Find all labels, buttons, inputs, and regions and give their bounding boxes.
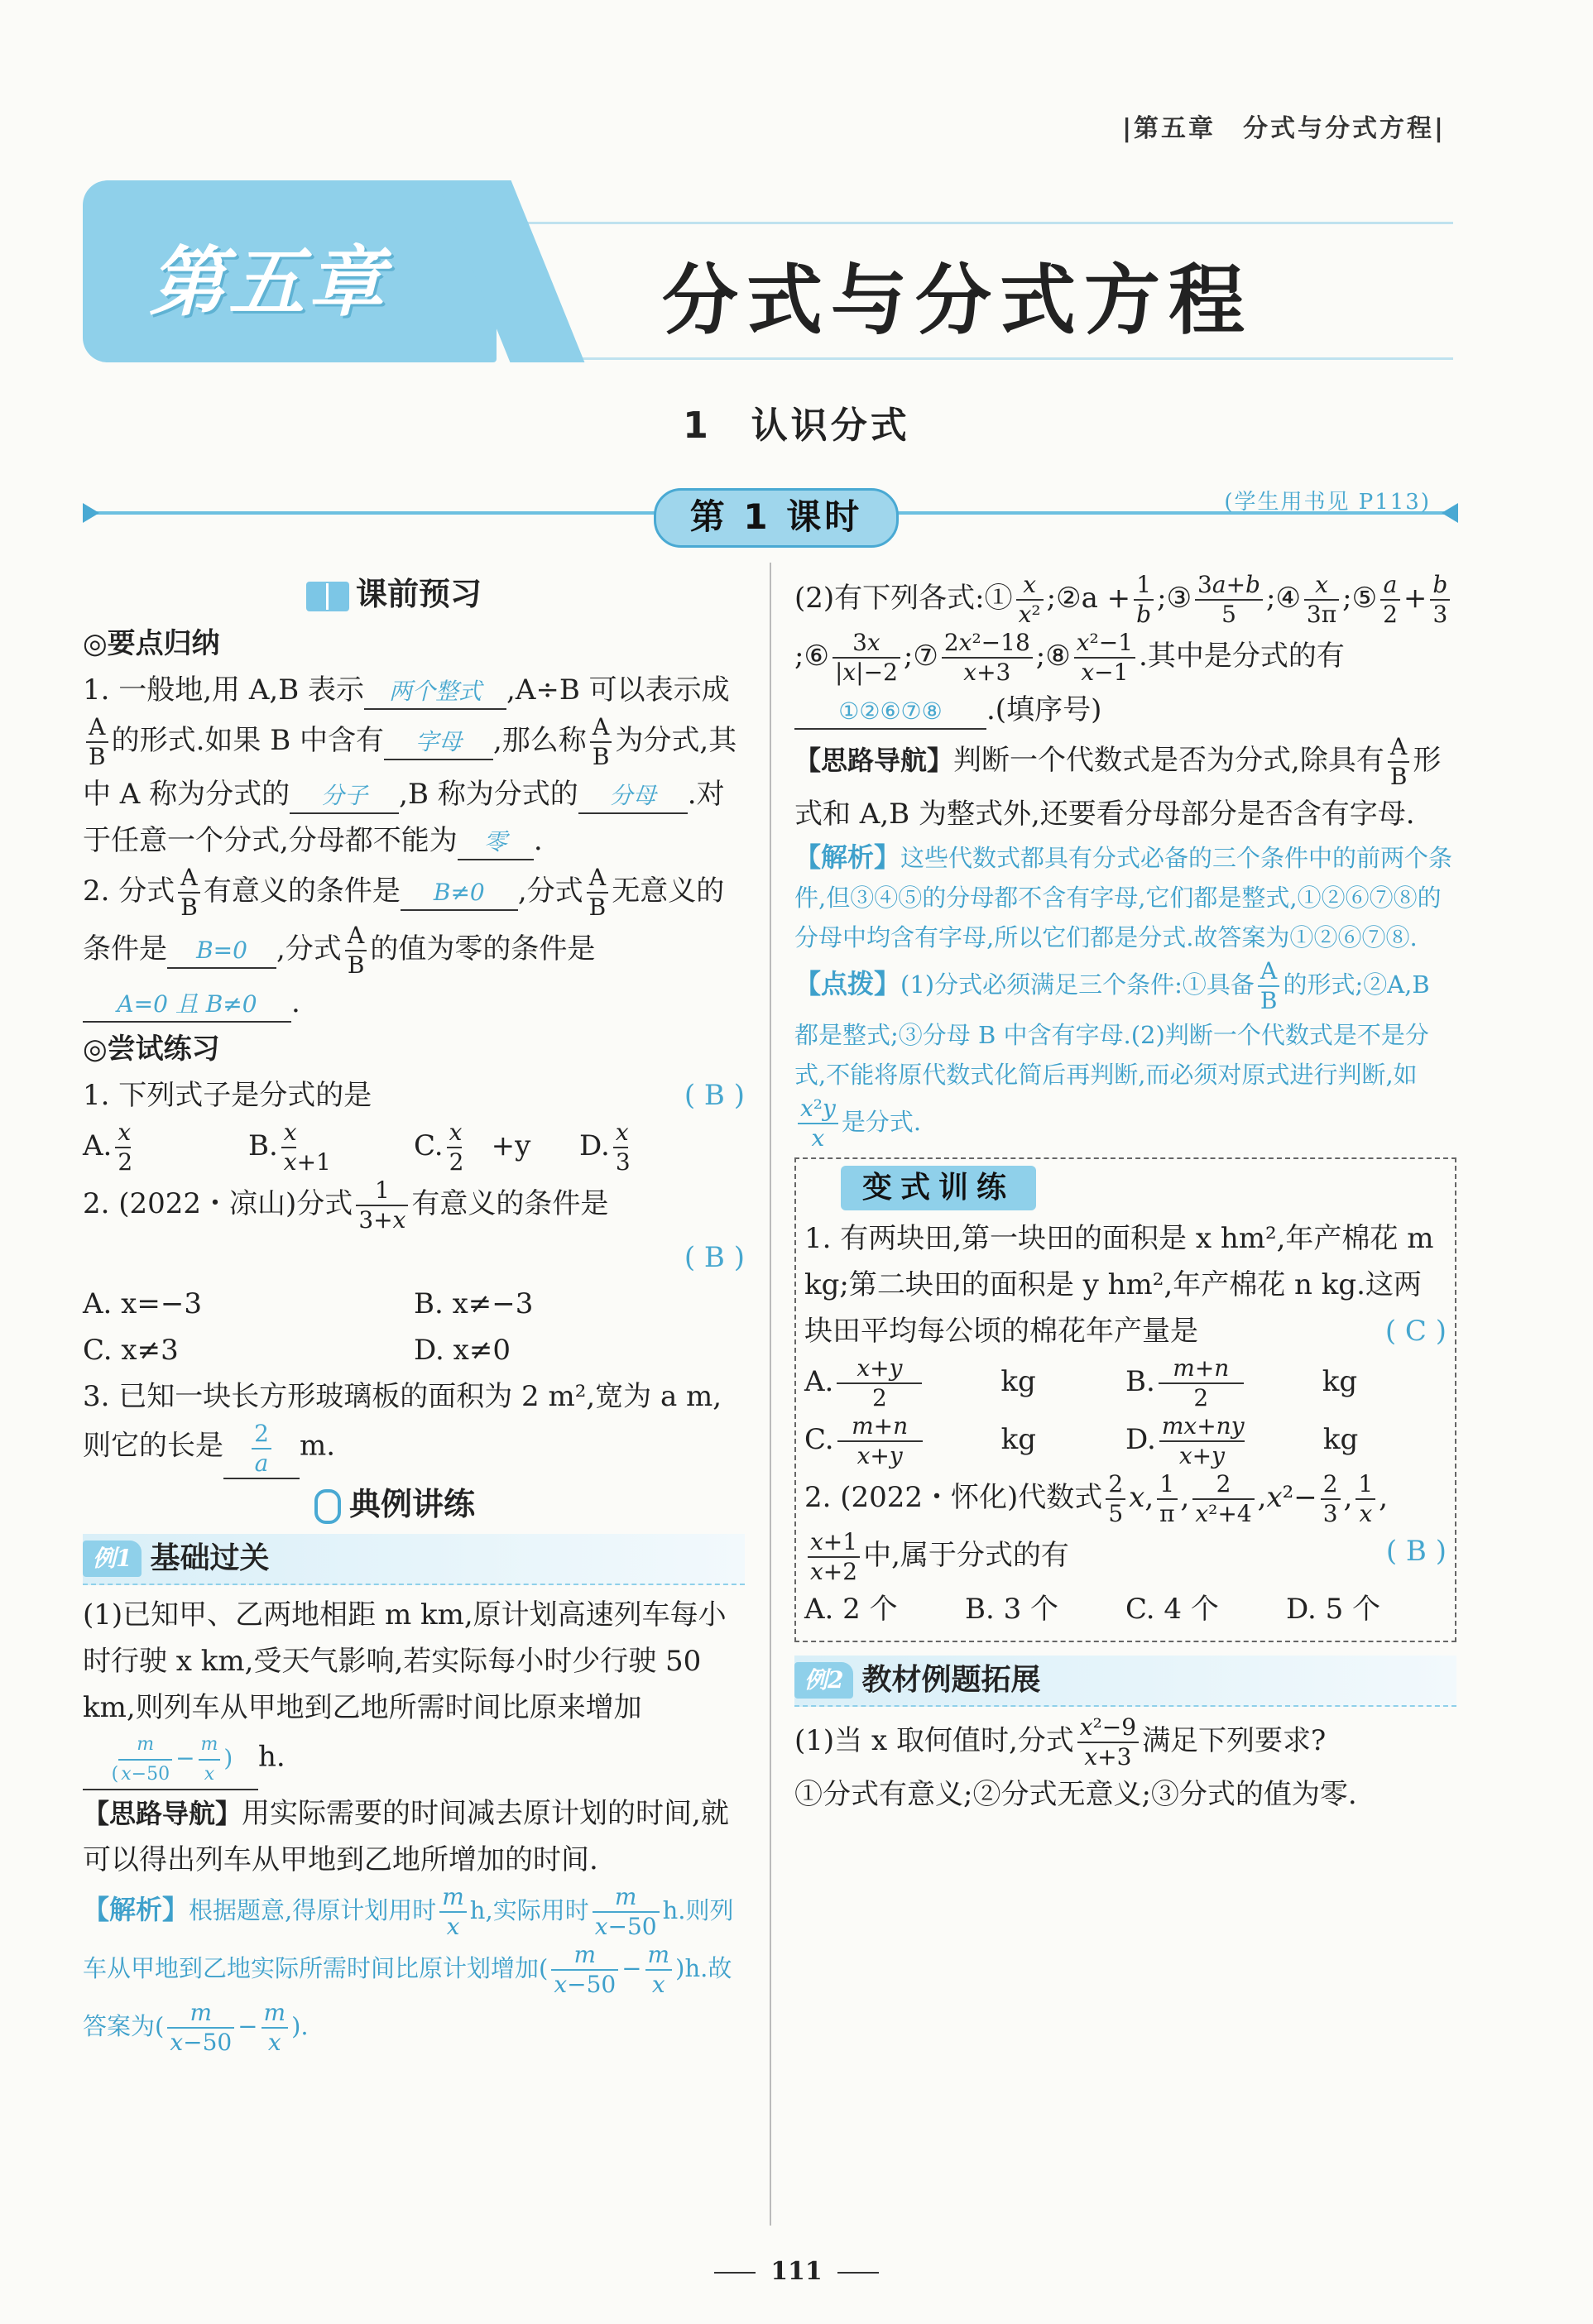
variant-training-box: [794, 1157, 1456, 1642]
page-number: 111: [0, 2257, 1593, 2286]
example-title: 基础过关: [150, 1541, 270, 1575]
arrow-right-icon: [1442, 503, 1458, 523]
variant-heading: 变式训练: [841, 1166, 1036, 1210]
lesson-label: 第 1 课时: [654, 488, 899, 548]
answer: ( C ): [1384, 1315, 1447, 1348]
answer: ( B ): [684, 1241, 745, 1274]
example-1-analysis: 【解析】根据题意,得原计划用时 $\frac{m}{x}$ h,实际用时 $\frac{m}{x-50}$ h.则列车从甲地到乙地实际所需时间比原计划增加( $\frac{m}{x-50}$ − $\frac{m}{x}$ )h.故答案为( $\frac{m}{x-50}$ − $\frac{m}{x}$ ).: [83, 1883, 734, 2056]
variant-q2: 2. (2022・怀化)代数式 $\frac{2}{5}$ x, $\frac{1}{\pi}$ , $\frac{2}{\text{x²+4}}$ ,x²− $\frac{2}{3}$ , $\frac{1}{x}$ , $\frac{x+1}{x+2}$ 中,属于分式的有 ( B ): [804, 1470, 1447, 1585]
example-title: 教材例题拓展: [861, 1663, 1041, 1697]
section-title: 1 认识分式: [683, 405, 910, 447]
example-tag: 例1: [83, 1541, 142, 1577]
key-points-heading: ◎要点归纳: [83, 627, 220, 660]
blank: 字母: [384, 726, 493, 760]
right-analysis: 【解析】这些代数式都具有分式必备的三个条件中的前两个条件,但③④⑤的分母都不含有字母,它们都是整式,①②⑥⑦⑧的分母中均含有字母,所以它们都是分式.故答案为①②⑥⑦⑧.: [794, 841, 1453, 951]
blank: A=0 且 B≠0: [83, 988, 291, 1023]
key-point-1: 1. 一般地,用 A,B 表示 两个整式 ,A÷B 可以表示成 $\frac{A}{B}$ 的形式.如果 B 中含有 字母 ,那么称 $\frac{A}{B}$ 为分式,其中 A 称为分式的 分子 ,B 称为分式的 分母 .对于任意一个分式,分母都不能为 零 .: [83, 667, 745, 864]
right-tip: 【点拨】(1)分式必须满足三个条件:①具备 $\frac{A}{B}$ 的形式;②A,B 都是整式;③分母 B 中含有字母.(2)判断一个代数式是不是分式,不能将原代数式化简后再判断,而必须对原式进行判断,如 $\frac{\text{x²y}}{x}$ 是分式.: [794, 957, 1430, 1152]
blank: 两个整式: [364, 675, 506, 710]
example-heading: 典例讲练: [83, 1481, 745, 1527]
chapter-title: 分式与分式方程: [662, 256, 1254, 345]
column-divider: [770, 563, 771, 2226]
blank: 分子: [290, 779, 399, 814]
variant-q2-options: A. 2 个 B. 3 个 C. 4 个 D. 5 个: [804, 1593, 1381, 1626]
blank: 分母: [578, 779, 688, 814]
book-icon: [306, 582, 349, 611]
answer: ( B ): [684, 1079, 745, 1112]
practice-q2-options: A. x=−3 B. x≠−3 C. x≠3 D. x≠0: [83, 1287, 534, 1367]
blank: 零: [458, 826, 534, 860]
right-guide: 【思路导航】判断一个代数式是否为分式,除具有 $\frac{A}{B}$ 形式和 A,B 为整式外,还要看分母部分是否含有字母.: [794, 733, 1442, 831]
microphone-icon: [314, 1489, 341, 1524]
example-tag: 例2: [794, 1662, 853, 1699]
key-point-2: 2. 分式 $\frac{A}{B}$ 有意义的条件是 B≠0 ,分式 $\frac{A}{B}$ 无意义的条件是 B=0 ,分式 $\frac{A}{B}$ 的值为零的条件是A=0 且 B≠0 .: [83, 864, 745, 1026]
variant-q1-options: A. $\frac{x+y}{2}$ kg B. $\frac{m+n}{2}$ kg C. $\frac{m+n}{x+y}$ kg D. $\frac{mx+ny}{x+y}$ kg: [804, 1354, 1359, 1469]
variant-q1: 1. 有两块田,第一块田的面积是 x hm²,年产棉花 m kg;第二块田的面积是 y hm²,年产棉花 n kg.这两块田平均每公顷的棉花年产量是 ( C ): [804, 1215, 1447, 1354]
arrow-left-icon: [83, 503, 99, 523]
example-1-band: [83, 1534, 745, 1585]
example-2-band: [794, 1656, 1456, 1707]
practice-q1: 1. 下列式子是分式的是 ( B ): [83, 1072, 745, 1119]
practice-q3: 3. 已知一块长方形玻璃板的面积为 2 m²,宽为 a m,则它的长是 $\frac{2}{a}$ m.: [83, 1373, 745, 1479]
left-column: [83, 571, 745, 2057]
example-1-part-2: (2)有下列各式:① $\frac{x}{\text{x²}}$ ;②a + $\frac{1}{b}$ ;③ $\frac{3a+b}{5}$ ;④ $\frac{x}{3\pi}$ ;⑤ $\frac{a}{2}$ + $\frac{b}{3}$ ;⑥ $\frac{3x}{|x|-2}$ ;⑦ $\frac{\text{2x²−18}}{x+3}$ ;⑧ $\frac{\text{x²−1}}{x-1}$ .其中是分式的有①②⑥⑦⑧ .(填序号): [794, 571, 1456, 733]
chapter-label: 第五章: [149, 238, 388, 327]
preview-heading: 课前预习: [83, 571, 745, 617]
practice-heading: ◎尝试练习: [83, 1033, 220, 1066]
blank: B=0: [167, 934, 276, 969]
answer: ( B ): [1385, 1535, 1447, 1568]
example-1-guide: 【思路导航】用实际需要的时间减去原计划的时间,就可以得出列车从甲地到乙地所增加的时间.: [83, 1797, 729, 1876]
example-2-question: (1)当 x 取何值时,分式 $\frac{\text{x²−9}}{x+3}$ 满足下列要求? ①分式有意义;②分式无意义;③分式的值为零.: [794, 1713, 1357, 1811]
running-head: |第五章 分式与分式方程|: [1122, 114, 1446, 143]
student-book-reference: (学生用书见 P113): [1224, 490, 1431, 515]
blank: B≠0: [401, 876, 518, 911]
example-1-question: (1)已知甲、乙两地相距 m km,原计划高速列车每小时行驶 x km,受天气影响,若实际每小时少行驶 50 km,则列车从甲地到乙地所需时间比原来增加( $\frac{m}{x-50}$ − $\frac{m}{x}$ ) h.: [83, 1592, 745, 1790]
practice-q1-options: A. $\frac{x}{2}$ B. $\frac{x}{x+1}$ C. $\frac{x}{2}$ +y D. $\frac{x}{3}$: [83, 1119, 631, 1176]
practice-q2: 2. (2022・凉山)分式 $\frac{1}{3+x}$ 有意义的条件是 ( B ): [83, 1176, 745, 1234]
blank: ①②⑥⑦⑧: [794, 695, 986, 730]
chapter-banner: [83, 180, 1453, 362]
right-column: [794, 571, 1456, 1818]
